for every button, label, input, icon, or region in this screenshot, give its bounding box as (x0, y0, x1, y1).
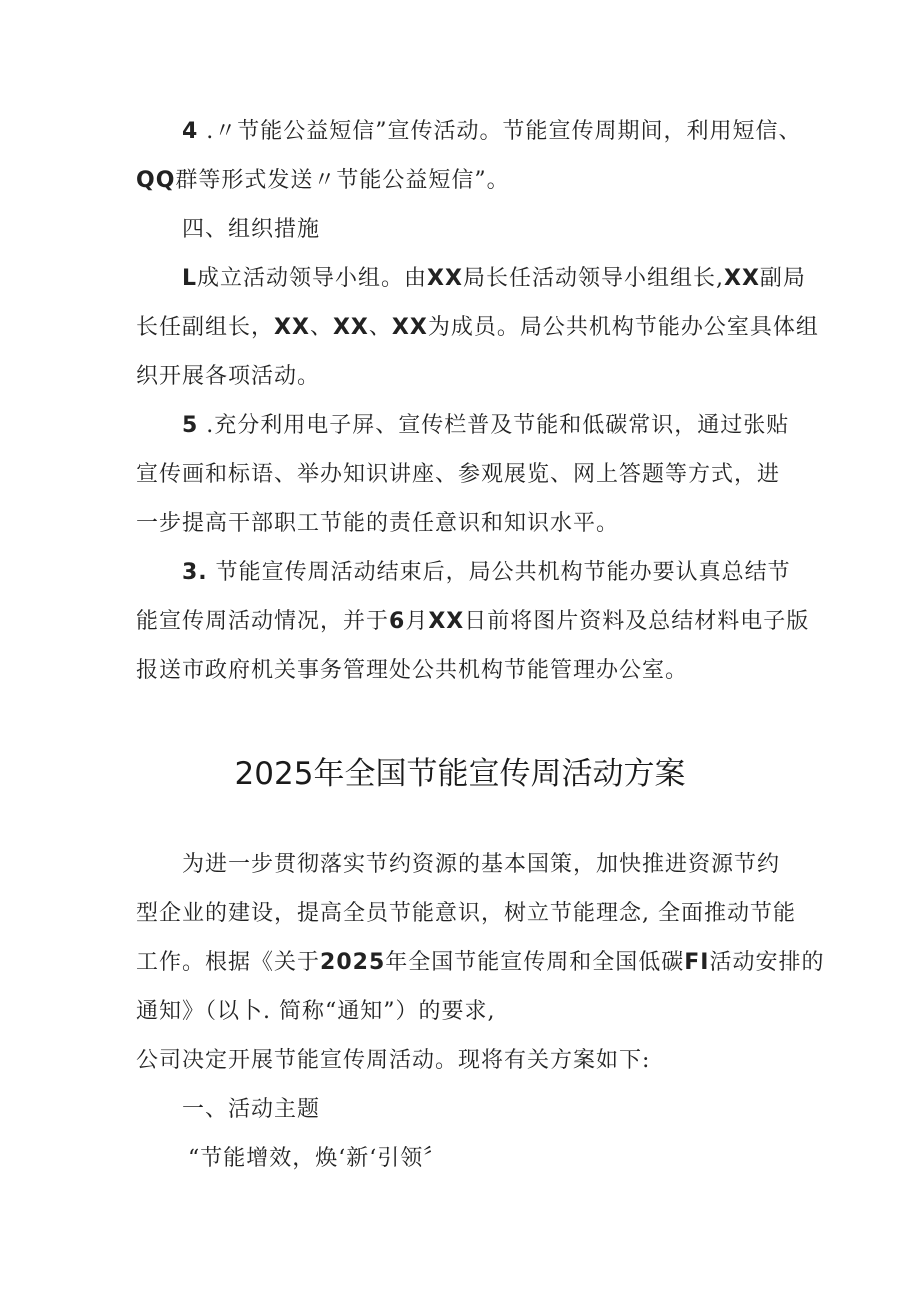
item-4-text: .〃节能公益短信”宣传活动。节能宣传周期间，利用短信、 (198, 119, 802, 144)
intro-line-3 (136, 946, 825, 980)
theme-slogan: “节能增效，焕‘新‘引领〞 (188, 1146, 447, 1171)
placeholder-xx: XX (427, 266, 463, 291)
item-L-line-1 (182, 262, 806, 296)
intro-line-4: 通知》（以卜. 简称“通知”）的要求, (136, 999, 496, 1024)
placeholder-xx: XX (391, 315, 428, 340)
placeholder-xx: XX (332, 315, 369, 340)
month-number: 6 (389, 609, 406, 634)
placeholder-xx: XX (428, 609, 465, 634)
item-3-text-b1: 能宣传周活动情况，并于 (136, 609, 390, 634)
item-3-number: 3. (182, 560, 208, 585)
item-5-number: 5 (182, 413, 199, 438)
item-4-text-cont: 群等形式发送〃节能公益短信”。 (175, 168, 510, 193)
item-4-line-1 (182, 115, 802, 149)
intro-line-5: 公司决定开展节能宣传周活动。现将有关方案如下: (136, 1048, 651, 1073)
item-L-text-d: 长任副组长， (136, 315, 275, 340)
item-4-line-2 (136, 164, 510, 198)
heading-activity-theme: 一、活动主题 (182, 1097, 321, 1122)
item-L-text-c: 副局 (759, 266, 806, 291)
item-5-line-1 (182, 409, 789, 443)
item-L-line-2 (136, 311, 819, 345)
document-title: 2025年全国节能宣传周活动方案 (234, 756, 686, 792)
item-L-text-b: 局长任活动领导小组组长, (462, 266, 724, 291)
intro-text-a: 工作。根据《关于 (136, 950, 321, 975)
intro-line-2: 型企业的建设，提高全员节能意识，树立节能理念, 全面推动节能 (136, 901, 796, 926)
item-5-text-a: .充分利用电子屏、宣传栏普及节能和低碳常识，通过张贴 (198, 413, 790, 438)
separator: 、 (368, 315, 392, 340)
placeholder-xx: XX (723, 266, 760, 291)
intro-line-1: 为进一步贯彻落实节约资源的基本国策，加快推进资源节约 (182, 852, 781, 877)
placeholder-xx: XX (274, 315, 310, 340)
year: 2025 (320, 950, 386, 975)
separator: 、 (309, 315, 333, 340)
item-3-text-a: 节能宣传周活动结束后，局公共机构节能办要认真总结节 (207, 560, 791, 585)
item-5-line-2: 宣传画和标语、举办知识讲座、参观展览、网上答题等方式，进 (136, 462, 781, 487)
item-L-line-3: 织开展各项活动。 (136, 364, 321, 389)
intro-text-c: 活动安排的 (709, 950, 825, 975)
item-3-line-1 (182, 556, 791, 590)
item-5-line-3: 一步提高干部职工节能的责任意识和知识水平。 (136, 511, 620, 536)
item-3-line-3: 报送市政府机关事务管理处公共机构节能管理办公室。 (136, 658, 689, 683)
item-3-text-b3: 日前将图片资料及总结材料电子版 (464, 609, 810, 634)
item-4-number: 4 (182, 119, 199, 144)
item-L-text-a: 成立活动领导小组。由 (197, 266, 428, 291)
intro-text-b: 年全国节能宣传周和全国低碳 (385, 950, 685, 975)
item-L-text-g: 为成员。局公共机构节能办公室具体组 (427, 315, 819, 340)
item-3-text-b2: 月 (405, 609, 429, 634)
fi-label: FI (684, 950, 710, 975)
item-3-line-2 (136, 605, 809, 639)
heading-organization: 四、组织措施 (182, 217, 321, 242)
qq-label: QQ (136, 168, 176, 193)
item-L-number: L (182, 266, 198, 291)
